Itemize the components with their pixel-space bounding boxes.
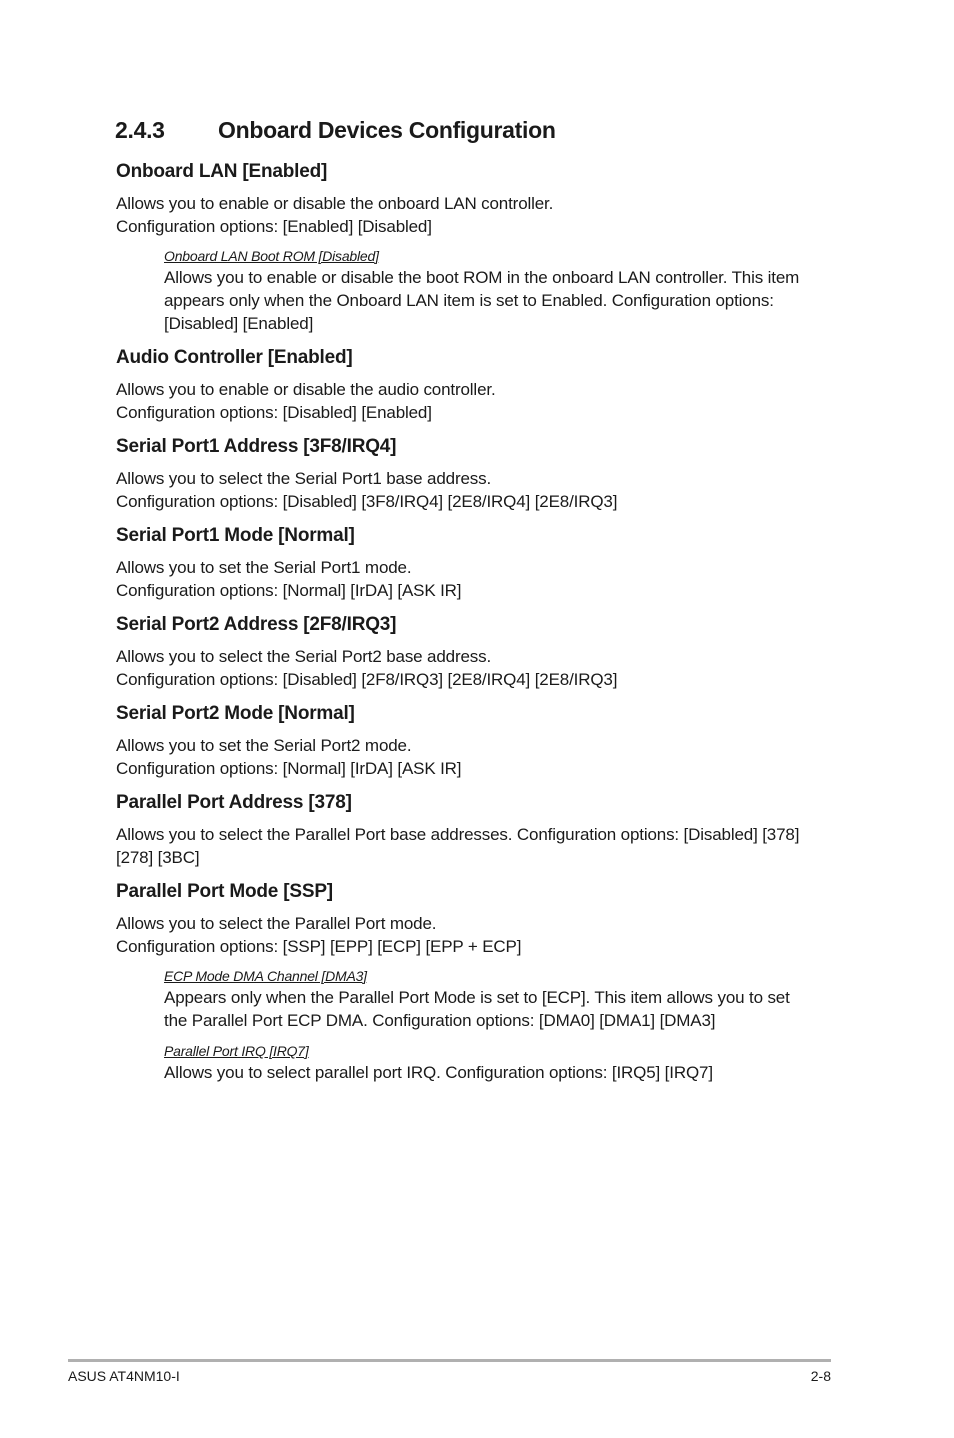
- sub-setting-title: ECP Mode DMA Channel [DMA3]: [164, 968, 367, 984]
- setting-title: Audio Controller [Enabled]: [116, 347, 353, 368]
- sub-setting: [164, 1042, 832, 1084]
- setting-title: Serial Port2 Address [2F8/IRQ3]: [116, 614, 397, 635]
- setting-options-line: Configuration options: [Disabled] [2F8/IRQ3] [2E8/IRQ4] [2E8/IRQ3]: [116, 670, 618, 689]
- setting-title: Parallel Port Mode [SSP]: [116, 881, 333, 902]
- footer-divider: [68, 1359, 831, 1362]
- footer-product-name: ASUS AT4NM10-I: [68, 1368, 180, 1384]
- setting-title: Parallel Port Address [378]: [116, 792, 352, 813]
- setting-title: Onboard LAN [Enabled]: [116, 161, 328, 182]
- setting-title: Serial Port1 Address [3F8/IRQ4]: [116, 436, 397, 457]
- setting-item: [116, 880, 832, 1084]
- setting-item: [116, 524, 832, 602]
- section-title: Onboard Devices Configuration: [218, 117, 556, 143]
- sub-setting-line: appears only when the Onboard LAN item is set to Enabled. Configuration options:: [164, 291, 774, 310]
- sub-setting-line: Appears only when the Parallel Port Mode is set to [ECP]. This item allows you to set: [164, 988, 790, 1007]
- setting-item: [116, 791, 832, 869]
- setting-description-line: Allows you to enable or disable the audio controller.: [116, 380, 496, 399]
- sub-setting-title: Parallel Port IRQ [IRQ7]: [164, 1043, 309, 1059]
- content: [116, 160, 832, 1095]
- sub-setting-line: the Parallel Port ECP DMA. Configuration options: [DMA0] [DMA1] [DMA3]: [164, 1011, 716, 1030]
- setting-description-line: Allows you to set the Serial Port1 mode.: [116, 558, 412, 577]
- setting-options-line: Configuration options: [SSP] [EPP] [ECP] [EPP + ECP]: [116, 937, 522, 956]
- setting-item: [116, 702, 832, 780]
- sub-setting-line: Allows you to enable or disable the boot ROM in the onboard LAN controller. This item: [164, 268, 800, 287]
- setting-description-line: Allows you to enable or disable the onboard LAN controller.: [116, 194, 554, 213]
- footer-page-number: 2-8: [810, 1368, 831, 1384]
- setting-options-line: Configuration options: [Disabled] [3F8/IRQ4] [2E8/IRQ4] [2E8/IRQ3]: [116, 492, 618, 511]
- setting-item: [116, 346, 832, 424]
- setting-description-line: Allows you to select the Serial Port1 base address.: [116, 469, 492, 488]
- setting-item: [116, 613, 832, 691]
- setting-options-line: Configuration options: [Normal] [IrDA] [ASK IR]: [116, 759, 462, 778]
- sub-setting: [164, 247, 832, 335]
- setting-description-line: Allows you to select the Serial Port2 base address.: [116, 647, 492, 666]
- setting-options-line: [278] [3BC]: [116, 848, 200, 867]
- setting-options-line: Configuration options: [Normal] [IrDA] [ASK IR]: [116, 581, 462, 600]
- setting-description-line: Allows you to select the Parallel Port base addresses. Configuration options: [Disabled] [378]: [116, 825, 800, 844]
- setting-title: Serial Port1 Mode [Normal]: [116, 525, 355, 546]
- setting-description-line: Allows you to select the Parallel Port mode.: [116, 914, 437, 933]
- setting-options-line: Configuration options: [Enabled] [Disabled]: [116, 217, 432, 236]
- sub-setting: [164, 967, 832, 1032]
- setting-options-line: Configuration options: [Disabled] [Enabled]: [116, 403, 432, 422]
- setting-item: [116, 160, 832, 335]
- setting-title: Serial Port2 Mode [Normal]: [116, 703, 355, 724]
- setting-item: [116, 435, 832, 513]
- setting-description-line: Allows you to set the Serial Port2 mode.: [116, 736, 412, 755]
- section-number: 2.4.3: [115, 117, 165, 143]
- sub-setting-line: [Disabled] [Enabled]: [164, 314, 314, 333]
- sub-setting-line: Allows you to select parallel port IRQ. Configuration options: [IRQ5] [IRQ7]: [164, 1063, 713, 1082]
- section-heading: [115, 117, 556, 144]
- sub-setting-title: Onboard LAN Boot ROM [Disabled]: [164, 248, 379, 264]
